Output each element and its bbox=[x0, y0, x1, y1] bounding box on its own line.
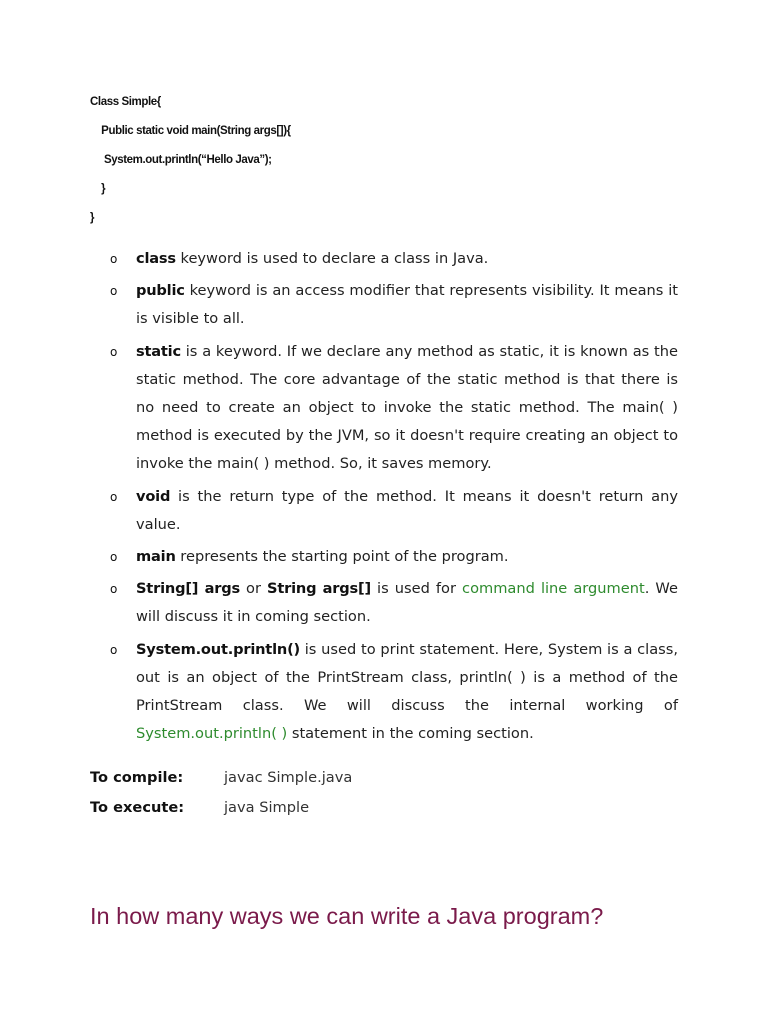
code-line: } bbox=[90, 212, 95, 224]
bullet-text: keyword is used to declare a class in Java. bbox=[175, 250, 489, 267]
keyword: public bbox=[136, 282, 185, 300]
keyword: class bbox=[136, 250, 176, 267]
keyword: String[] args bbox=[136, 580, 240, 598]
bullet-marker: o bbox=[110, 550, 118, 565]
system-out-println-link[interactable]: System.out.println( ) bbox=[136, 725, 288, 743]
bullet-text: is a keyword. If we declare any method as static, it is known as the static method. The core advantage of the static method is that there is no need to create an object to invoke the static method. The main( ) method is executed by the JVM, so it doesn't require creating an object to invoke the main( ) method. So, it saves memory. bbox=[136, 342, 678, 473]
bullet-text: is used for bbox=[370, 580, 463, 598]
bullet-marker: o bbox=[110, 582, 118, 597]
keyword: void bbox=[136, 487, 171, 505]
keyword-bullet-list bbox=[110, 245, 678, 752]
bullet-marker: o bbox=[110, 284, 118, 299]
execute-value: java Simple bbox=[224, 799, 310, 816]
bullet-marker: o bbox=[110, 344, 118, 359]
bullet-text: statement in the coming section. bbox=[287, 725, 534, 743]
code-snippet bbox=[90, 92, 291, 237]
keyword: System.out.println() bbox=[136, 640, 301, 658]
bullet-text: . We will discuss it in coming section. bbox=[136, 580, 678, 626]
keyword: main bbox=[136, 548, 176, 566]
code-line: Public static void main(String args[]){ bbox=[90, 125, 291, 137]
bullet-text: keyword is an access modifier that represents visibility. It means it is visible to all. bbox=[136, 282, 678, 328]
bullet-static bbox=[110, 338, 678, 479]
code-line: Class Simple{ bbox=[90, 96, 161, 108]
bullet-main bbox=[110, 543, 678, 571]
bullet-marker: o bbox=[110, 489, 118, 504]
bullet-class bbox=[110, 245, 678, 273]
code-line: System.out.println(“Hello Java”); bbox=[90, 154, 272, 166]
code-line: } bbox=[90, 183, 106, 195]
execute-label: To execute: bbox=[90, 799, 185, 816]
keyword: static bbox=[136, 342, 181, 360]
keyword: String args[] bbox=[267, 580, 371, 598]
compile-label: To compile: bbox=[90, 769, 184, 786]
bullet-marker: o bbox=[110, 252, 118, 266]
bullet-text: is the return type of the method. It means it doesn't return any value. bbox=[136, 487, 678, 533]
bullet-text: represents the starting point of the program. bbox=[175, 548, 509, 566]
compile-value: javac Simple.java bbox=[224, 769, 353, 786]
compile-command bbox=[90, 768, 352, 788]
bullet-public bbox=[110, 277, 678, 333]
section-heading: In how many ways we can write a Java program? bbox=[90, 903, 604, 929]
bullet-marker: o bbox=[110, 642, 118, 657]
bullet-void bbox=[110, 483, 678, 539]
bullet-println bbox=[110, 636, 678, 749]
bullet-string-args bbox=[110, 575, 678, 631]
bullet-text: or bbox=[239, 580, 268, 598]
bullet-text: is used to print statement. Here, System is a class, out is an object of the PrintStream class, println( ) is a method of the PrintStream class. We will discuss the internal working of bbox=[136, 640, 678, 715]
command-line-argument-link[interactable]: command line argument bbox=[462, 580, 645, 598]
execute-command bbox=[90, 798, 309, 818]
